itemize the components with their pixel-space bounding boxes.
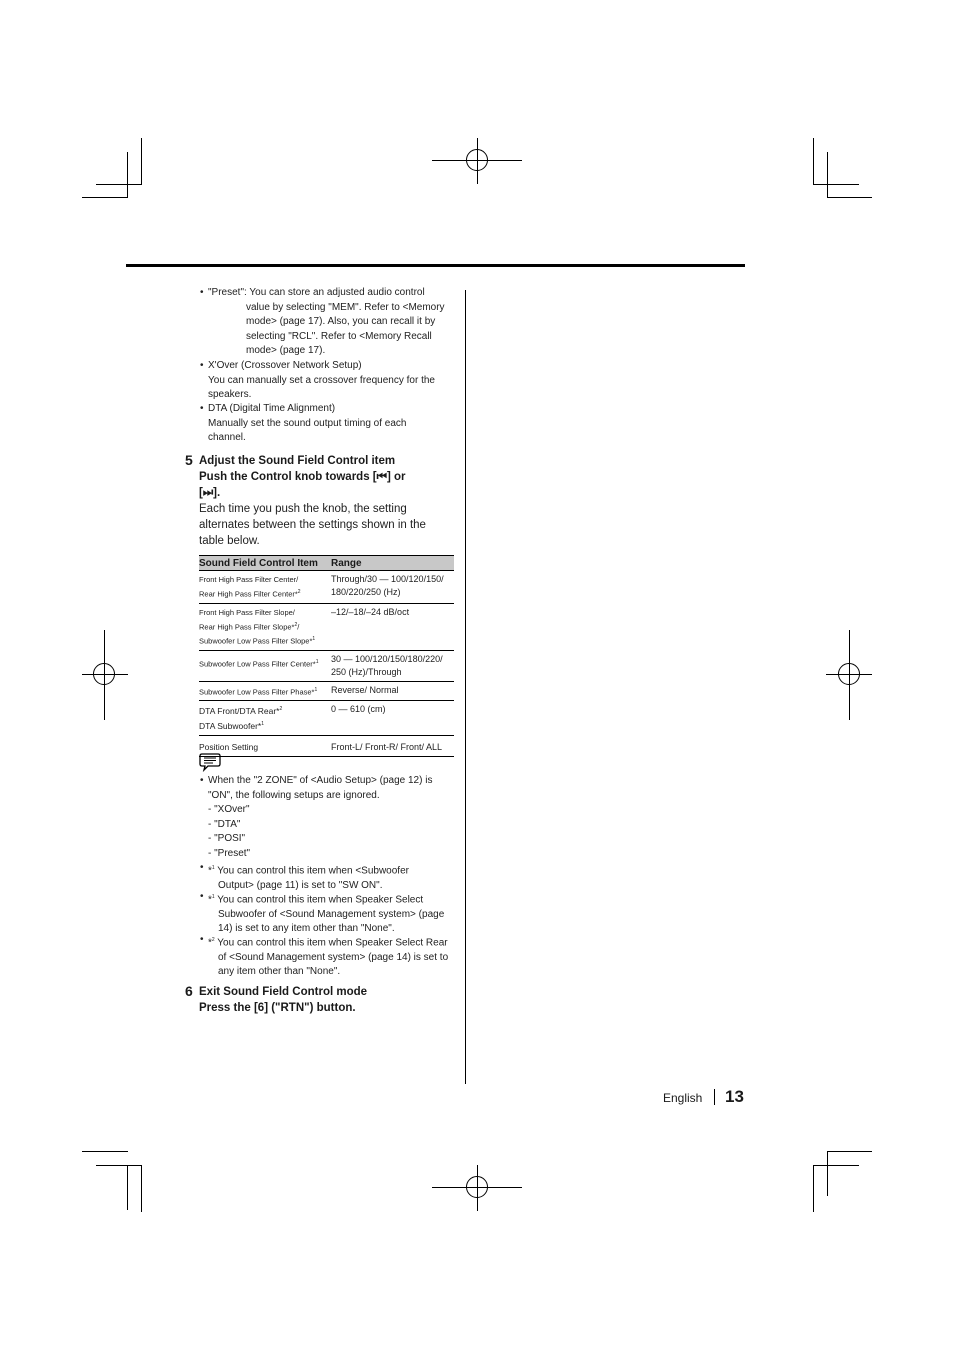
column-divider	[465, 290, 466, 1084]
table-row: Front High Pass Filter Slope/ Rear High Pass Filter Slope*$^2$/ Subwoofer Low Pass Filter Slope*$^1$ –12/–18/–24 dB/oct	[199, 603, 454, 650]
table-header-item: Sound Field Control Item	[199, 556, 331, 571]
table-header-range: Range	[331, 556, 454, 571]
step-5-number: 5	[185, 452, 193, 468]
table-row: Subwoofer Low Pass Filter Phase*$^1$ Reverse/ Normal	[199, 681, 454, 701]
header-rule	[126, 264, 745, 267]
footer-language: English	[663, 1091, 703, 1105]
table-row: Front High Pass Filter Center/ Rear High Pass Filter Center*$^2$ Through/30 — 100/120/150/ 180/220/250 (Hz)	[199, 571, 454, 604]
step-6-number: 6	[185, 983, 193, 999]
table-row: Position Setting Front-L/ Front-R/ Front/ ALL	[199, 735, 454, 756]
table-row: Subwoofer Low Pass Filter Center*$^1$ 30 — 100/120/150/180/220/ 250 (Hz)/Through	[199, 650, 454, 681]
step-5-title: Adjust the Sound Field Control item Push the Control knob towards [⏮] or [⏭].	[199, 455, 406, 499]
table-row: DTA Front/DTA Rear*$^2$ DTA Subwoofer*$^1$ 0 — 610 (cm)	[199, 701, 454, 736]
note-icon	[199, 752, 221, 772]
page-number: 13	[725, 1087, 744, 1106]
step-5-body: Each time you push the knob, the setting alternates between the settings shown in the table below.	[199, 503, 426, 547]
step-6-title: Exit Sound Field Control mode Press the [6] ("RTN") button.	[199, 986, 368, 1014]
footer-separator	[714, 1089, 715, 1105]
table-header-row	[199, 556, 454, 571]
sound-field-table	[199, 555, 454, 757]
